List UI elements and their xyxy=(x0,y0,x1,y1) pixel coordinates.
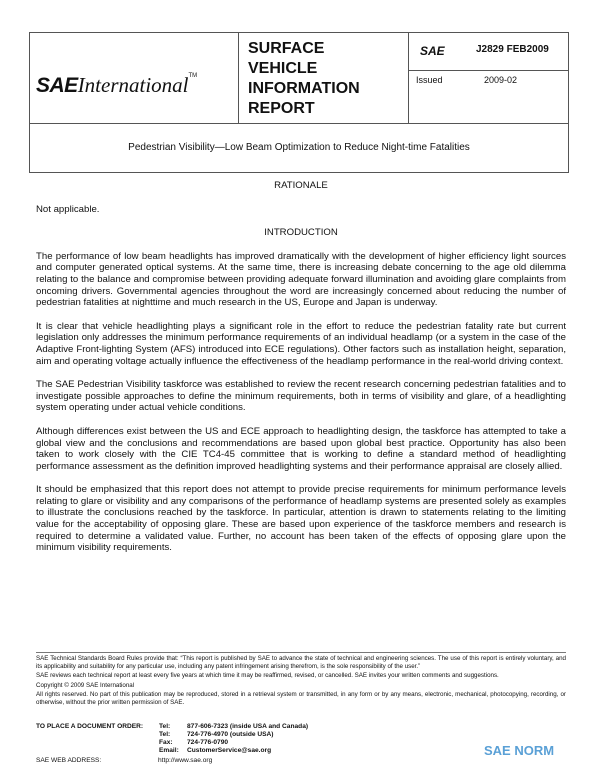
intro-paragraph: It is clear that vehicle headlighting plays a significant role in the effort to reduce the pedestrian fatality rate but current legislation only addresses the minimum performance requirements of an individual headlamp (or a system in the case of the Adaptive Front-lighting System (AFS) introduced into ECE regulations). Other factors such as installation height, separation, aim and operating voltage actually influence the effectiveness of the headlamp performance in the real-world driving context. xyxy=(36,320,566,367)
document-number: J2829 FEB2009 xyxy=(476,44,549,55)
logo-cell xyxy=(30,33,239,123)
contact-key: Tel: xyxy=(159,723,171,730)
footer-review-text: SAE reviews each technical report at least every five years at which time it may be reaffirmed, revised, or cancelled. SAE invites your written comments and suggestions. xyxy=(36,672,499,680)
document-subject: Pedestrian Visibility—Low Beam Optimization to Reduce Night-time Fatalities xyxy=(128,142,470,153)
footer-notices xyxy=(36,655,566,707)
contact-fax: 724-776-0790 xyxy=(187,739,229,746)
order-label: TO PLACE A DOCUMENT ORDER: xyxy=(36,723,144,730)
report-type-title xyxy=(248,39,360,119)
contact-key: Email: xyxy=(159,747,179,754)
info-cell xyxy=(408,33,568,123)
subject-bar xyxy=(29,123,569,173)
footer-copyright: Copyright © 2009 SAE International xyxy=(36,681,135,689)
document-header xyxy=(29,32,569,124)
logo-sae-text: SAE xyxy=(36,74,78,97)
doc-number-row xyxy=(408,33,568,71)
issued-date: 2009-02 xyxy=(484,75,518,85)
web-address-link[interactable]: http://www.sae.org xyxy=(158,757,213,764)
introduction-heading: INTRODUCTION xyxy=(264,227,338,239)
sae-mini-logo: SAE xyxy=(420,44,445,58)
title-line: VEHICLE xyxy=(248,60,318,77)
watermark-text: SAE NORM xyxy=(484,743,555,758)
intro-paragraph: The performance of low beam headlights has improved dramatically with the development of higher efficiency light sources and computer generated optical systems. At the same time, there is increasing debate concerning to the age old dilemma relating to the balance and compromise between providing adequate forward illumination and avoiding glare complaints from oncoming drivers. Governmental agencies throughout the word are increasingly concerned about reducing the number of pedestrian fatalities at nighttime and much research in the US, Europe and Japan is underway. xyxy=(36,250,566,309)
sae-norm-watermark xyxy=(480,742,554,760)
title-line: INFORMATION xyxy=(248,80,360,97)
title-cell xyxy=(238,33,409,123)
intro-paragraph: The SAE Pedestrian Visibility taskforce was established to review the recent research concerning pedestrian fatalities and to investigate possible approaches to define the minimum requirements, both in terms of visibility and glare, of a headlighting system operating under actual vehicle conditions. xyxy=(36,379,566,414)
contact-phone-intl: 724-776-4970 (outside USA) xyxy=(187,731,274,738)
rationale-text: Not applicable. xyxy=(36,203,100,215)
intro-paragraph: It should be emphasized that this report does not attempt to provide precise requirements for minimum performance levels relating to glare or visibility and any comparisons of the performance of headlamp systems are presented solely as examples to illustrate the conclusions reached by the taskforce. In particular, attention is drawn to statements relating to the limiting value for the acceptability of opposing glare. These are based upon experience of the taskforce members and research is required to determine a validated value. Further, no account has been taken of the effects of opposing glare upon the minimum visibility requirements. xyxy=(36,484,566,554)
document-body xyxy=(36,180,566,554)
intro-paragraph: Although differences exist between the US and ECE approach to headlighting design, the taskforce has attempted to take a global view and the conclusions and recommendations are based upon global best practice. Opportunity has also been taken to work closely with the CIE TC4-45 committee that is working to define a standard method of headlighting performance assessment as the definition improved headlighting systems and their performance appraisal are closely allied. xyxy=(36,425,566,472)
logo-international-text: International xyxy=(77,73,189,97)
sae-international-logo xyxy=(36,73,197,98)
web-address-label: SAE WEB ADDRESS: xyxy=(36,757,102,764)
contact-key: Tel: xyxy=(159,731,171,738)
contact-email[interactable]: CustomerService@sae.org xyxy=(187,747,272,754)
contact-key: Fax: xyxy=(159,739,173,746)
footer-rights-text: All rights reserved. No part of this publication may be reproduced, stored in a retrieval system or transmitted, in any form or by any means, electronic, mechanical, photocopying, recording, or otherwise, without the prior written permission of SAE. xyxy=(36,691,566,706)
footer-divider xyxy=(36,652,566,653)
rationale-heading: RATIONALE xyxy=(274,180,328,191)
issued-label: Issued xyxy=(416,75,443,85)
contact-phone-domestic: 877-606-7323 (inside USA and Canada) xyxy=(187,723,309,730)
title-line: REPORT xyxy=(248,100,315,117)
title-line: SURFACE xyxy=(248,40,325,57)
footer-rules-text: SAE Technical Standards Board Rules provide that: “This report is published by SAE to advance the state of technical and engineering sciences. The use of this report is entirely voluntary, and its applicability and suitability for any particular use, including any patent infringement arising therefrom, is the sole responsibility of the user.” xyxy=(36,655,566,670)
logo-trademark: TM xyxy=(188,73,198,79)
